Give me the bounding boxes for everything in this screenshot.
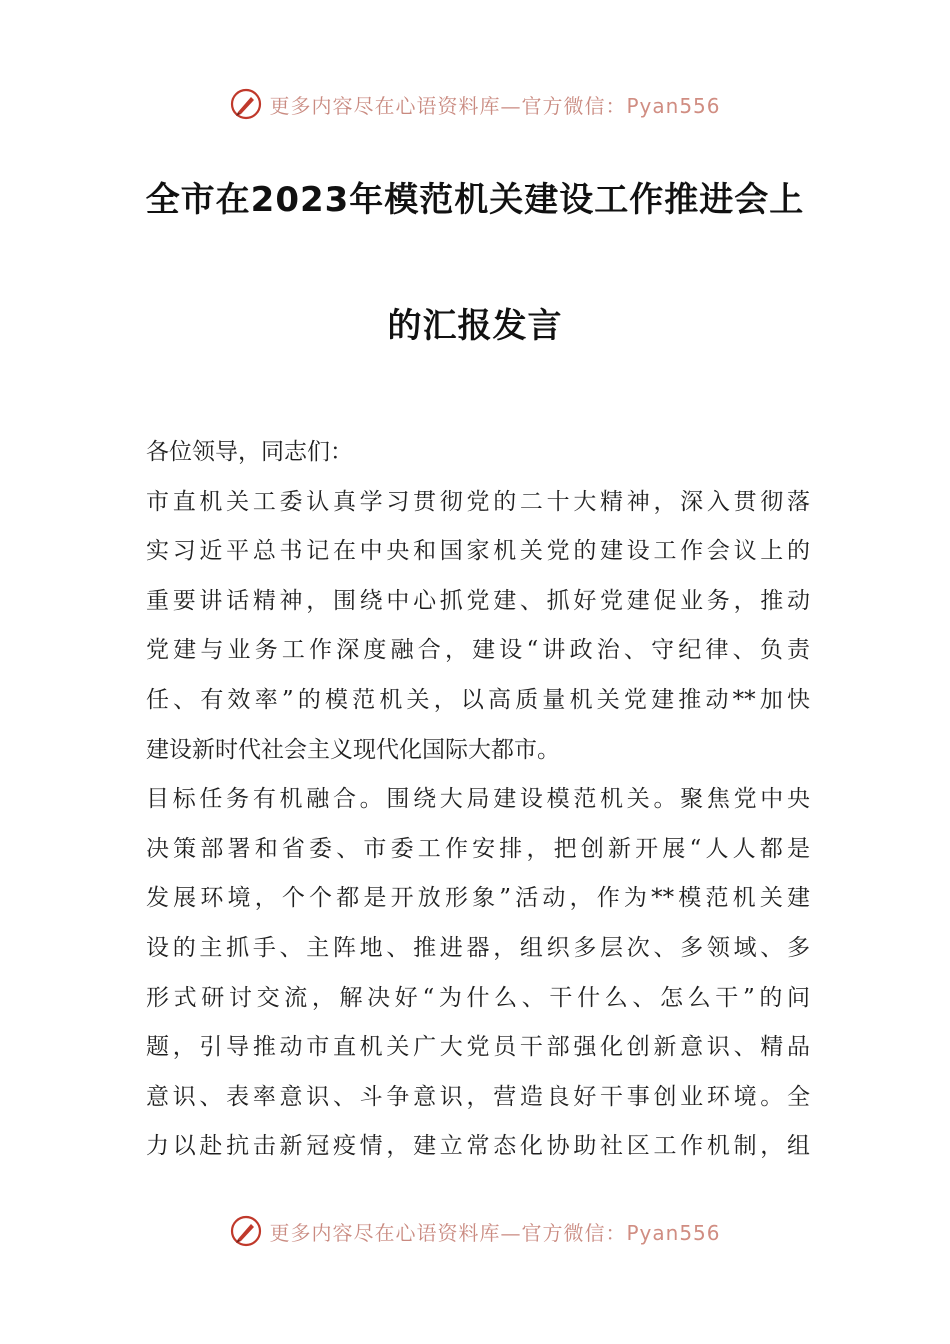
- body-line: 重要讲话精神，围绕中心抓党建、抓好党建促业务，推动: [146, 587, 810, 614]
- body-line: 建设新时代社会主义现代化国际大都市。: [146, 736, 560, 763]
- pen-logo-icon: [229, 1214, 263, 1248]
- body-line: 任、有效率”的模范机关，以高质量机关党建推动**加快: [146, 686, 810, 713]
- pen-logo-icon: [229, 87, 263, 121]
- body-line: 党建与业务工作深度融合，建设“讲政治、守纪律、负责: [146, 637, 810, 664]
- header-watermark: [0, 84, 950, 124]
- salutation: 各位领导，同志们：: [146, 439, 353, 465]
- watermark-text: 更多内容尽在心语资料库—官方微信：Pyan556: [269, 1220, 721, 1245]
- body-line: 意识、表率意识、斗争意识，营造良好干事创业环境。全: [146, 1083, 810, 1110]
- page-title-line-1: 全市在2023年模范机关建设工作推进会上: [145, 180, 805, 220]
- page-title-line-2: 的汇报发言: [387, 306, 563, 346]
- body-line: 题，引导推动市直机关广大党员干部强化创新意识、精品: [146, 1034, 810, 1061]
- wechat-id: Pyan556: [626, 93, 721, 118]
- body-line: 力以赴抗击新冠疫情，建立常态化协助社区工作机制，组: [146, 1133, 810, 1160]
- wechat-id: Pyan556: [626, 1220, 721, 1245]
- body-line: 决策部署和省委、市委工作安排，把创新开展“人人都是: [146, 835, 810, 862]
- watermark-text: 更多内容尽在心语资料库—官方微信：Pyan556: [269, 93, 721, 118]
- body-line: 发展环境，个个都是开放形象”活动，作为**模范机关建: [146, 885, 810, 912]
- footer-watermark: [0, 1211, 950, 1251]
- body-line: 目标任务有机融合。围绕大局建设模范机关。聚焦党中央: [146, 786, 810, 813]
- body-line: 设的主抓手、主阵地、推进器，组织多层次、多领域、多: [146, 934, 810, 961]
- document-body: [146, 428, 810, 1172]
- body-line: 市直机关工委认真学习贯彻党的二十大精神，深入贯彻落: [146, 488, 810, 515]
- body-line: 形式研讨交流，解决好“为什么、干什么、怎么干”的问: [146, 984, 810, 1011]
- body-line: 实习近平总书记在中央和国家机关党的建设工作会议上的: [146, 538, 810, 565]
